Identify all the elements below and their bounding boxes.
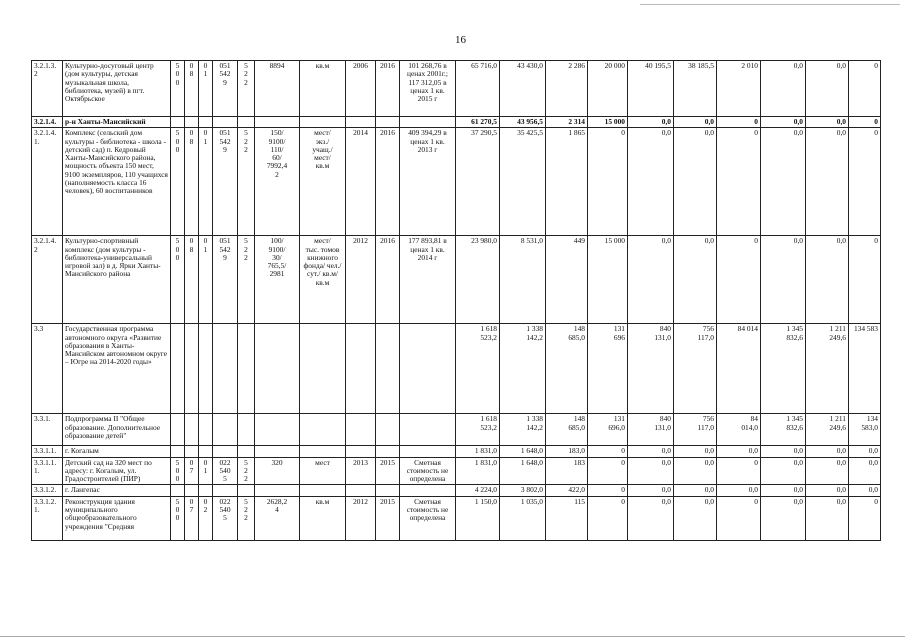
value-cell: 183,0 [546, 446, 588, 457]
start-year [346, 485, 376, 496]
value-cell: 0,0 [674, 117, 717, 128]
value-cell: 0 [849, 496, 881, 540]
code-digit [185, 414, 199, 446]
value-cell: 0 [717, 457, 761, 485]
value-cell: 1 035,0 [500, 496, 546, 540]
end-year [376, 324, 400, 414]
data-table [31, 60, 881, 541]
value-cell: 61 270,5 [456, 117, 500, 128]
start-year: 2012 [346, 496, 376, 540]
page-number: 16 [455, 34, 466, 46]
value-cell: 0,0 [761, 117, 806, 128]
value-cell: 0,0 [806, 117, 849, 128]
value-cell: 0 [588, 496, 628, 540]
table-row [32, 457, 881, 485]
code-digit [199, 414, 213, 446]
value-cell: 0,0 [717, 446, 761, 457]
value-cell: 0,0 [761, 61, 806, 117]
estimated-cost [400, 324, 456, 414]
value-cell: 148 685,0 [546, 414, 588, 446]
start-year: 2014 [346, 128, 376, 236]
row-name: Культурно-досуговый центр (дом культуры, детская музыкальная школа, библиотека, музей) в пгт. Октябрьское [63, 61, 171, 117]
value-cell: 0,0 [628, 236, 674, 324]
value-cell: 65 716,0 [456, 61, 500, 117]
value-cell: 0,0 [806, 496, 849, 540]
value-cell: 4 224,0 [456, 485, 500, 496]
table-row [32, 61, 881, 117]
code-digit [185, 324, 199, 414]
estimated-cost [400, 485, 456, 496]
code-digit [238, 117, 255, 128]
value-cell: 756 117,0 [674, 414, 717, 446]
code-digit: 0 2 [199, 496, 213, 540]
unit [300, 324, 346, 414]
value-cell: 37 290,5 [456, 128, 500, 236]
table-row [32, 414, 881, 446]
end-year [376, 414, 400, 446]
value-cell: 0,0 [628, 446, 674, 457]
value-cell: 0,0 [628, 485, 674, 496]
code-digit: 5 2 2 [238, 457, 255, 485]
unit: кв.м [300, 496, 346, 540]
capacity: 100/ 9100/ 30/ 765,5/ 2981 [255, 236, 300, 324]
row-name: Подпрограмма II "Общее образование. Дополнительное образование детей" [63, 414, 171, 446]
value-cell: 131 696,0 [588, 414, 628, 446]
estimated-cost: Сметная стоимость не определена [400, 496, 456, 540]
value-cell: 1 211 249,6 [806, 324, 849, 414]
start-year [346, 414, 376, 446]
end-year: 2015 [376, 457, 400, 485]
row-name: г. Лангепас [63, 485, 171, 496]
estimated-cost: 177 893,81 в ценах 1 кв. 2014 г [400, 236, 456, 324]
value-cell: 1 865 [546, 128, 588, 236]
estimated-cost: 101 268,76 в ценах 2001г.; 117 312,05 в ценах 1 кв. 2015 г [400, 61, 456, 117]
row-code: 3.3 [32, 324, 63, 414]
value-cell: 1 345 832,6 [761, 324, 806, 414]
value-cell: 0 [849, 128, 881, 236]
code-digit [238, 414, 255, 446]
value-cell: 1 618 523,2 [456, 324, 500, 414]
estimated-cost: Сметная стоимость не определена [400, 457, 456, 485]
value-cell: 1 338 142,2 [500, 414, 546, 446]
code-digit: 5 0 0 [171, 496, 185, 540]
code-digit: 5 0 0 [171, 128, 185, 236]
value-cell: 0,0 [849, 457, 881, 485]
estimated-cost [400, 414, 456, 446]
code-digit [238, 324, 255, 414]
budget-code: 051 542 9 [213, 236, 238, 324]
value-cell: 0 [588, 485, 628, 496]
value-cell: 40 195,5 [628, 61, 674, 117]
row-code: 3.2.1.4. [32, 117, 63, 128]
budget-code [213, 324, 238, 414]
end-year: 2015 [376, 496, 400, 540]
unit: мест/ тыс. томов книжного фонда/ чел./ сут./ кв.м/ кв.м [300, 236, 346, 324]
value-cell: 134 583 [849, 324, 881, 414]
value-cell: 0,0 [806, 236, 849, 324]
code-digit: 0 1 [199, 457, 213, 485]
value-cell: 0,0 [806, 446, 849, 457]
value-cell: 0,0 [806, 128, 849, 236]
code-digit [171, 446, 185, 457]
value-cell: 1 648,0 [500, 457, 546, 485]
code-digit [171, 324, 185, 414]
value-cell: 0 [717, 128, 761, 236]
value-cell: 2 314 [546, 117, 588, 128]
capacity: 2628,2 4 [255, 496, 300, 540]
code-digit [185, 117, 199, 128]
value-cell: 0,0 [674, 446, 717, 457]
value-cell: 0,0 [674, 128, 717, 236]
value-cell: 131 696 [588, 324, 628, 414]
value-cell: 0,0 [761, 485, 806, 496]
value-cell: 8 531,0 [500, 236, 546, 324]
end-year: 2016 [376, 236, 400, 324]
capacity [255, 117, 300, 128]
code-digit: 5 2 2 [238, 496, 255, 540]
table-row [32, 236, 881, 324]
capacity [255, 324, 300, 414]
end-year [376, 485, 400, 496]
budget-code [213, 446, 238, 457]
capacity [255, 414, 300, 446]
code-digit: 5 0 0 [171, 61, 185, 117]
code-digit: 0 1 [199, 61, 213, 117]
row-name: Комплекс (сельский дом культуры - библиотека - школа - детский сад) п. Кедровый Ханты-Мансийского района, мощность объекта 150 мест, 9100 экземпляров, 110 учащихся (наполняемость класса 16 человек), 60 воспитанников [63, 128, 171, 236]
row-code: 3.3.1.2. 1. [32, 496, 63, 540]
budget-code [213, 117, 238, 128]
budget-code: 051 542 9 [213, 61, 238, 117]
code-digit [238, 485, 255, 496]
end-year [376, 117, 400, 128]
value-cell: 0,0 [761, 496, 806, 540]
value-cell: 0 [588, 128, 628, 236]
code-digit [171, 485, 185, 496]
value-cell: 0,0 [849, 485, 881, 496]
code-digit: 5 0 0 [171, 236, 185, 324]
row-name: Государственная программа автономного округа «Развитие образования в Ханты-Мансийском автономном округе – Югре на 2014-2020 годы» [63, 324, 171, 414]
estimated-cost: 409 394,29 в ценах 1 кв. 2013 г [400, 128, 456, 236]
table-row [32, 324, 881, 414]
table-row [32, 485, 881, 496]
value-cell: 115 [546, 496, 588, 540]
row-code: 3.3.1.2. [32, 485, 63, 496]
budget-code: 022 540 5 [213, 496, 238, 540]
code-digit: 0 1 [199, 128, 213, 236]
value-cell: 0,0 [674, 457, 717, 485]
unit [300, 446, 346, 457]
row-name: р-н Ханты-Мансийский [63, 117, 171, 128]
value-cell: 148 685,0 [546, 324, 588, 414]
value-cell: 0,0 [761, 128, 806, 236]
value-cell: 0 [849, 117, 881, 128]
start-year: 2012 [346, 236, 376, 324]
value-cell: 840 131,0 [628, 324, 674, 414]
value-cell: 0 [717, 236, 761, 324]
value-cell: 1 150,0 [456, 496, 500, 540]
row-code: 3.2.1.4. 1. [32, 128, 63, 236]
capacity [255, 485, 300, 496]
value-cell: 23 980,0 [456, 236, 500, 324]
start-year: 2006 [346, 61, 376, 117]
row-name: г. Когалым [63, 446, 171, 457]
table-row [32, 446, 881, 457]
code-digit [199, 485, 213, 496]
estimated-cost [400, 446, 456, 457]
value-cell: 35 425,5 [500, 128, 546, 236]
value-cell: 1 338 142,2 [500, 324, 546, 414]
value-cell: 0,0 [628, 457, 674, 485]
value-cell: 2 010 [717, 61, 761, 117]
start-year [346, 446, 376, 457]
capacity: 150/ 9100/ 110/ 60/ 7992,4 2 [255, 128, 300, 236]
end-year: 2016 [376, 128, 400, 236]
row-code: 3.3.1. [32, 414, 63, 446]
value-cell: 0 [849, 236, 881, 324]
start-year [346, 117, 376, 128]
value-cell: 38 185,5 [674, 61, 717, 117]
value-cell: 840 131,0 [628, 414, 674, 446]
value-cell: 449 [546, 236, 588, 324]
code-digit: 0 8 [185, 236, 199, 324]
value-cell: 134 583,0 [849, 414, 881, 446]
budget-code [213, 485, 238, 496]
value-cell: 0,0 [717, 485, 761, 496]
budget-code: 051 542 9 [213, 128, 238, 236]
code-digit [199, 117, 213, 128]
value-cell: 0,0 [806, 61, 849, 117]
start-year: 2013 [346, 457, 376, 485]
value-cell: 183 [546, 457, 588, 485]
unit: мест [300, 457, 346, 485]
row-code: 3.2.1.4. 2 [32, 236, 63, 324]
code-digit: 5 2 2 [238, 236, 255, 324]
value-cell: 43 430,0 [500, 61, 546, 117]
table-row [32, 496, 881, 540]
value-cell: 0 [717, 117, 761, 128]
value-cell: 0 [717, 496, 761, 540]
value-cell: 0 [588, 446, 628, 457]
value-cell: 0,0 [674, 485, 717, 496]
code-digit [185, 446, 199, 457]
budget-code [213, 414, 238, 446]
value-cell: 1 211 249,6 [806, 414, 849, 446]
row-code: 3.3.1.1. [32, 446, 63, 457]
value-cell: 84 014 [717, 324, 761, 414]
code-digit: 0 8 [185, 61, 199, 117]
code-digit: 5 2 2 [238, 128, 255, 236]
value-cell: 0,0 [761, 457, 806, 485]
value-cell: 0,0 [628, 117, 674, 128]
value-cell: 2 286 [546, 61, 588, 117]
value-cell: 422,0 [546, 485, 588, 496]
scan-artifact-line [640, 4, 900, 5]
code-digit: 5 0 0 [171, 457, 185, 485]
value-cell: 0,0 [674, 236, 717, 324]
code-digit: 5 2 2 [238, 61, 255, 117]
start-year [346, 324, 376, 414]
capacity [255, 446, 300, 457]
unit [300, 485, 346, 496]
value-cell: 0,0 [628, 128, 674, 236]
value-cell: 1 831,0 [456, 457, 500, 485]
table-row [32, 117, 881, 128]
value-cell: 0,0 [806, 457, 849, 485]
unit [300, 117, 346, 128]
capacity: 8894 [255, 61, 300, 117]
budget-code: 022 540 5 [213, 457, 238, 485]
value-cell: 0,0 [761, 446, 806, 457]
code-digit: 0 7 [185, 496, 199, 540]
row-code: 3.3.1.1. 1. [32, 457, 63, 485]
value-cell: 3 802,0 [500, 485, 546, 496]
value-cell: 0 [588, 457, 628, 485]
end-year [376, 446, 400, 457]
code-digit [171, 414, 185, 446]
value-cell: 20 000 [588, 61, 628, 117]
value-cell: 1 831,0 [456, 446, 500, 457]
value-cell: 15 000 [588, 117, 628, 128]
scan-artifact-line [0, 636, 905, 637]
row-code: 3.2.1.3. 2 [32, 61, 63, 117]
value-cell: 0,0 [849, 446, 881, 457]
code-digit [185, 485, 199, 496]
value-cell: 1 648,0 [500, 446, 546, 457]
value-cell: 0,0 [628, 496, 674, 540]
row-name: Культурно-спортивный комплекс (дом культуры - библиотека-универсальный игровой зал) в д. Ярки Ханты-Мансийского района [63, 236, 171, 324]
row-name: Реконструкция здания муниципального общеобразовательного учреждения "Средняя [63, 496, 171, 540]
value-cell: 84 014,0 [717, 414, 761, 446]
unit [300, 414, 346, 446]
value-cell: 0 [849, 61, 881, 117]
code-digit [199, 324, 213, 414]
code-digit: 0 8 [185, 128, 199, 236]
value-cell: 0,0 [761, 236, 806, 324]
code-digit [171, 117, 185, 128]
unit: мест/ экз./ учащ./ мест/ кв.м [300, 128, 346, 236]
code-digit [199, 446, 213, 457]
end-year: 2016 [376, 61, 400, 117]
code-digit: 0 7 [185, 457, 199, 485]
value-cell: 756 117,0 [674, 324, 717, 414]
code-digit [238, 446, 255, 457]
unit: кв.м [300, 61, 346, 117]
value-cell: 0,0 [806, 485, 849, 496]
value-cell: 15 000 [588, 236, 628, 324]
row-name: Детский сад на 320 мест по адресу: г. Когалым, ул. Градостроителей (ПИР) [63, 457, 171, 485]
value-cell: 1 345 832,6 [761, 414, 806, 446]
code-digit: 0 1 [199, 236, 213, 324]
value-cell: 43 956,5 [500, 117, 546, 128]
capacity: 320 [255, 457, 300, 485]
value-cell: 0,0 [674, 496, 717, 540]
estimated-cost [400, 117, 456, 128]
table-row [32, 128, 881, 236]
value-cell: 1 618 523,2 [456, 414, 500, 446]
